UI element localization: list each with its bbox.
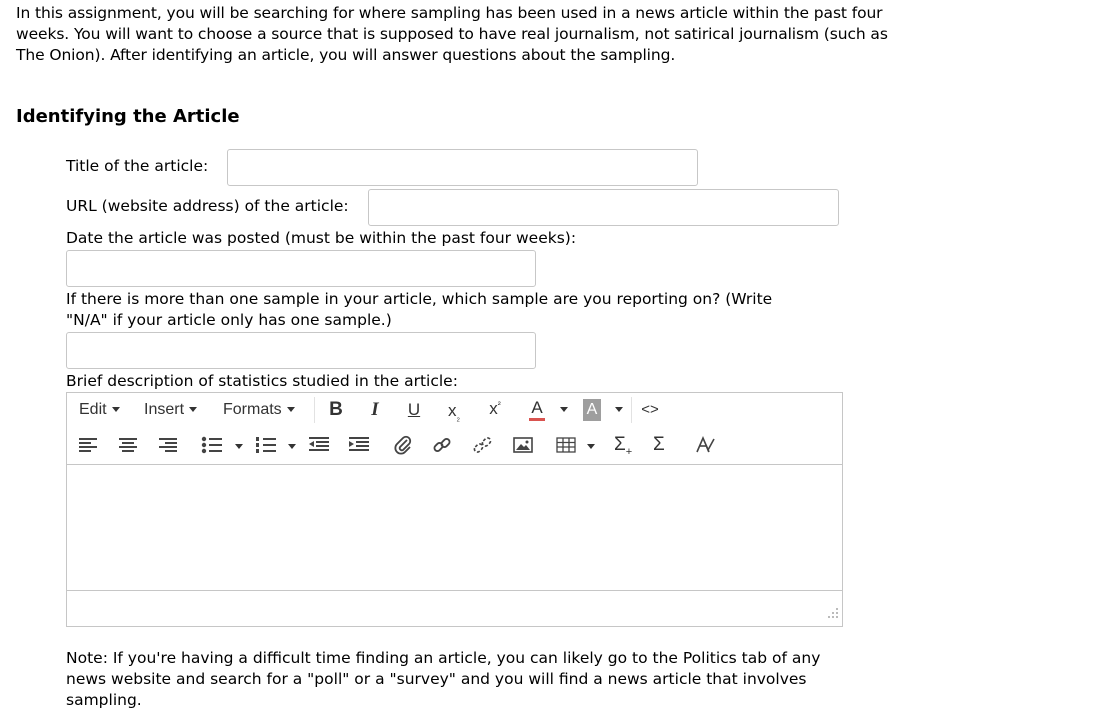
chevron-down-icon xyxy=(112,407,120,412)
date-label: Date the article was posted (must be within the past four weeks): xyxy=(66,229,577,247)
chevron-down-icon[interactable] xyxy=(288,444,296,449)
note-text: Note: If you're having a difficult time finding an article, you can likely go to the Politics tab of any news website and search for a "poll" or a "survey" and you will find a news article that involves sampling. xyxy=(66,649,821,709)
edit-menu-label: Edit xyxy=(79,401,107,418)
text-color-icon[interactable]: A xyxy=(529,399,545,421)
indent-icon[interactable] xyxy=(348,436,370,454)
attachment-icon[interactable] xyxy=(393,435,413,455)
sample-label-line-2: "N/A" if your article only has one sample.) xyxy=(66,311,392,329)
chevron-down-icon xyxy=(287,407,295,412)
toolbar-divider xyxy=(631,397,632,423)
unlink-icon[interactable] xyxy=(472,435,494,455)
instructions-text: In this assignment, you will be searching for where sampling has been used in a news article within the past four weeks. You will want to choose a source that is supposed to have real journalism, not satirical journalism (such as The Onion). After identifying an article, you will answer questions about the sampling. xyxy=(16,4,888,64)
insert-equation-icon[interactable] xyxy=(614,434,632,458)
underline-icon[interactable]: U xyxy=(407,400,421,419)
stats-label: Brief description of statistics studied in the article: xyxy=(66,372,458,390)
align-right-icon[interactable] xyxy=(158,437,178,453)
rich-text-editor xyxy=(66,392,843,627)
outdent-icon[interactable] xyxy=(308,436,330,454)
numbered-list-icon[interactable] xyxy=(255,436,277,454)
sample-label-line-1: If there is more than one sample in your article, which sample are you reporting on? (Write xyxy=(66,290,773,308)
date-input[interactable] xyxy=(66,250,536,287)
resize-handle-icon[interactable] xyxy=(827,604,839,623)
editor-content-area[interactable] xyxy=(67,464,842,590)
chevron-down-icon[interactable] xyxy=(560,407,568,412)
url-label: URL (website address) of the article: xyxy=(66,197,349,215)
section-title: Identifying the Article xyxy=(16,106,240,127)
italic-icon[interactable]: I xyxy=(371,399,379,420)
title-input[interactable] xyxy=(227,149,698,186)
chevron-down-icon xyxy=(189,407,197,412)
edit-menu[interactable] xyxy=(79,401,120,419)
image-icon[interactable] xyxy=(513,437,533,453)
editor-menubar xyxy=(67,393,842,427)
accessibility-icon[interactable] xyxy=(694,435,716,455)
equation-icon[interactable]: Σ xyxy=(653,434,665,455)
subscript-letter: x xyxy=(448,401,457,420)
formats-menu-label: Formats xyxy=(223,401,282,418)
chevron-down-icon[interactable] xyxy=(235,444,243,449)
subscript-mark: ₂ xyxy=(456,412,460,423)
table-icon[interactable] xyxy=(556,437,576,453)
bold-icon[interactable]: B xyxy=(329,399,343,420)
superscript-icon[interactable] xyxy=(484,399,506,419)
editor-statusbar xyxy=(67,590,842,626)
link-icon[interactable] xyxy=(432,435,452,455)
sigma-glyph: Σ xyxy=(614,434,626,455)
superscript-mark: ² xyxy=(497,399,501,410)
superscript-letter: x xyxy=(489,399,498,418)
bullet-list-icon[interactable] xyxy=(201,436,223,454)
formats-menu[interactable] xyxy=(223,401,295,419)
insert-menu[interactable] xyxy=(144,401,197,419)
source-code-icon[interactable]: <> xyxy=(641,401,659,418)
chevron-down-icon[interactable] xyxy=(615,407,623,412)
sample-input[interactable] xyxy=(66,332,536,369)
subscript-icon[interactable] xyxy=(443,401,465,422)
url-input[interactable] xyxy=(368,189,839,226)
background-color-icon[interactable]: A xyxy=(583,399,601,421)
toolbar-divider xyxy=(314,397,315,423)
title-label: Title of the article: xyxy=(66,157,209,175)
align-center-icon[interactable] xyxy=(118,437,138,453)
plus-glyph: + xyxy=(625,445,633,458)
chevron-down-icon[interactable] xyxy=(587,444,595,449)
insert-menu-label: Insert xyxy=(144,401,185,418)
align-left-icon[interactable] xyxy=(78,437,98,453)
